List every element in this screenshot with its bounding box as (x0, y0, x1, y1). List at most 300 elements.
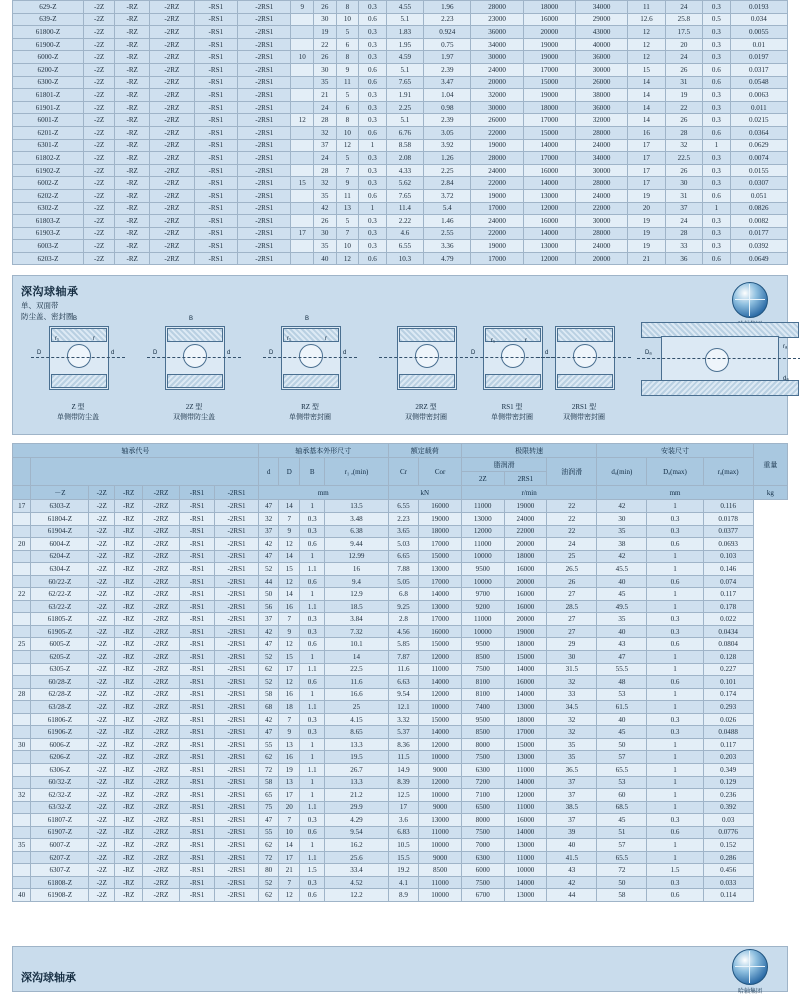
value-cell: 50 (597, 738, 647, 751)
designation-cell: -RZ (115, 500, 143, 513)
value-cell: 12 (628, 38, 665, 51)
designation-cell: 61900-Z (13, 38, 84, 51)
value-cell: 2.22 (386, 215, 423, 228)
value-cell: 7500 (461, 876, 504, 889)
value-cell: 24 (665, 215, 702, 228)
value-cell: 0.3 (703, 101, 731, 114)
value-cell: 44 (258, 575, 279, 588)
th-weight: 重量 (753, 444, 787, 486)
unit-suffix-3: -2RZ (143, 486, 179, 500)
value-cell: 19000 (504, 625, 547, 638)
designation-cell: -2RZ (150, 177, 195, 190)
value-cell: 48 (597, 676, 647, 689)
value-cell: 42 (258, 538, 279, 551)
value-cell: 0.0649 (730, 252, 787, 265)
value-cell: 51 (597, 826, 647, 839)
value-cell: 10000 (461, 625, 504, 638)
table-row (13, 525, 788, 538)
value-cell: 24000 (471, 63, 523, 76)
designation-cell: -RZ (115, 876, 143, 889)
bore-cell (13, 851, 31, 864)
value-cell: 47 (258, 814, 279, 827)
top-table-container (0, 0, 800, 265)
bore-cell (291, 139, 314, 152)
value-cell: 16.2 (325, 839, 388, 852)
value-cell: 14000 (504, 826, 547, 839)
value-cell: 24000 (471, 215, 523, 228)
designation-cell: -2Z (83, 164, 114, 177)
value-cell: 0.3 (359, 227, 387, 240)
value-cell: 0.3 (647, 713, 703, 726)
value-cell: 47 (597, 651, 647, 664)
value-cell: 0.6 (359, 63, 387, 76)
designation-cell: -RZ (115, 851, 143, 864)
designation-cell: -2Z (83, 26, 114, 39)
value-cell: 1 (647, 751, 703, 764)
diagram-z-cap2: 单侧带防尘盖 (57, 413, 99, 422)
value-cell: 0.0082 (730, 215, 787, 228)
value-cell: 25.6 (325, 851, 388, 864)
value-cell: 7.65 (386, 76, 423, 89)
value-cell: 0.3 (647, 625, 703, 638)
designation-cell: -2RS1 (215, 500, 259, 513)
value-cell: 11000 (504, 801, 547, 814)
bore-cell (13, 776, 31, 789)
value-cell: 40 (597, 625, 647, 638)
value-cell: 12.5 (388, 789, 419, 802)
value-cell: 37 (547, 814, 597, 827)
value-cell: 0.3 (359, 152, 387, 165)
table-row (13, 864, 788, 877)
value-cell: 13.5 (325, 500, 388, 513)
main-table-body (13, 500, 788, 902)
designation-cell: -2Z (83, 177, 114, 190)
value-cell: 0.146 (703, 563, 753, 576)
value-cell: 20 (279, 801, 300, 814)
value-cell: 37 (258, 613, 279, 626)
designation-cell: -RZ (115, 588, 143, 601)
designation-cell: -2RS1 (238, 252, 291, 265)
value-cell: 9.54 (388, 688, 419, 701)
table-row (13, 688, 788, 701)
table-row (13, 189, 788, 202)
header-row-units (13, 486, 788, 500)
designation-cell: -RZ (115, 240, 150, 253)
value-cell: 3.6 (388, 814, 419, 827)
th-speeds: 极限转速 (461, 444, 596, 458)
value-cell: 34000 (471, 38, 523, 51)
designation-cell: -2Z (83, 114, 114, 127)
table-row (13, 751, 788, 764)
value-cell: 15000 (504, 738, 547, 751)
value-cell: 17 (388, 801, 419, 814)
value-cell: 8000 (461, 738, 504, 751)
designation-cell: 63/32-Z (31, 801, 89, 814)
table-row (13, 227, 788, 240)
value-cell: 16 (279, 600, 300, 613)
designation-cell: -2RS1 (238, 240, 291, 253)
designation-cell: -2RS1 (215, 513, 259, 526)
value-cell: 15000 (523, 76, 575, 89)
value-cell: 1 (300, 789, 325, 802)
value-cell: 4.56 (388, 625, 419, 638)
designation-cell: -RZ (115, 215, 150, 228)
value-cell: 10000 (461, 575, 504, 588)
value-cell: 0.3 (300, 713, 325, 726)
th-g2RS: 2RS1 (504, 472, 547, 486)
value-cell: 11000 (419, 663, 462, 676)
value-cell: 8100 (461, 676, 504, 689)
value-cell: 23000 (471, 13, 523, 26)
value-cell: 12000 (419, 688, 462, 701)
designation-cell: -RZ (115, 701, 143, 714)
value-cell: 10.5 (388, 839, 419, 852)
value-cell: 0.101 (703, 676, 753, 689)
value-cell: 0.3 (703, 1, 731, 14)
value-cell: 0.3 (703, 177, 731, 190)
designation-cell: -RS1 (194, 101, 237, 114)
designation-cell: 61801-Z (13, 89, 84, 102)
designation-cell: -2RS1 (215, 550, 259, 563)
value-cell: 35 (314, 240, 337, 253)
designation-cell: -RZ (115, 38, 150, 51)
unit-mm-2: mm (597, 486, 753, 500)
value-cell: 0.3 (703, 26, 731, 39)
value-cell: 0.033 (703, 876, 753, 889)
designation-cell: -2Z (83, 63, 114, 76)
designation-cell: 61903-Z (13, 227, 84, 240)
designation-cell: -RS1 (194, 76, 237, 89)
designation-cell: -RS1 (194, 89, 237, 102)
value-cell: 45.5 (597, 563, 647, 576)
value-cell: 33 (547, 688, 597, 701)
value-cell: 26 (547, 575, 597, 588)
designation-cell: -2RZ (150, 240, 195, 253)
designation-cell: 61805-Z (31, 613, 89, 626)
value-cell: 19000 (471, 139, 523, 152)
value-cell: 0.022 (703, 613, 753, 626)
value-cell: 8100 (461, 688, 504, 701)
value-cell: 16000 (504, 563, 547, 576)
designation-cell: -2RZ (150, 76, 195, 89)
designation-cell: -2RZ (150, 252, 195, 265)
header-row-2 (13, 458, 788, 472)
value-cell: 2.23 (388, 513, 419, 526)
value-cell: 2.84 (424, 177, 471, 190)
unit-blank-d (13, 486, 31, 500)
value-cell: 25.8 (665, 13, 702, 26)
designation-cell: -RZ (115, 126, 150, 139)
value-cell: 17 (628, 139, 665, 152)
designation-cell: -2Z (83, 152, 114, 165)
footer-logo (723, 949, 777, 993)
unit-suffix-1: -2Z (89, 486, 115, 500)
designation-cell: -2RS1 (238, 227, 291, 240)
bore-cell: 28 (13, 688, 31, 701)
value-cell: 0.03 (703, 814, 753, 827)
designation-cell: -2Z (89, 613, 115, 626)
diagram-mounting (633, 314, 800, 432)
diagram-z-cap1: Z 型 (71, 403, 85, 412)
designation-cell: 6000-Z (13, 51, 84, 64)
value-cell: 8.39 (388, 776, 419, 789)
bore-cell (13, 713, 31, 726)
designation-cell: -2RS1 (215, 889, 259, 902)
value-cell: 5.62 (386, 177, 423, 190)
value-cell: 0.0364 (730, 126, 787, 139)
value-cell: 13 (336, 202, 359, 215)
designation-cell: -2RZ (143, 513, 179, 526)
value-cell: 0.0193 (730, 1, 787, 14)
unit-rmin: r/min (461, 486, 596, 500)
value-cell: 12000 (461, 525, 504, 538)
value-cell: 11000 (461, 613, 504, 626)
table-row (13, 1, 788, 14)
designation-cell: -2RZ (143, 851, 179, 864)
table-row (13, 550, 788, 563)
value-cell: 16 (279, 751, 300, 764)
value-cell: 42 (547, 876, 597, 889)
value-cell: 15.5 (388, 851, 419, 864)
value-cell: 10 (336, 240, 359, 253)
value-cell: 17 (279, 789, 300, 802)
value-cell: 24000 (504, 513, 547, 526)
value-cell: 22 (665, 101, 702, 114)
value-cell: 5.1 (386, 13, 423, 26)
value-cell: 0.174 (703, 688, 753, 701)
value-cell: 1.26 (424, 152, 471, 165)
value-cell: 22000 (575, 202, 627, 215)
value-cell: 1.1 (300, 663, 325, 676)
value-cell: 17000 (419, 575, 462, 588)
value-cell: 22 (547, 525, 597, 538)
value-cell: 24 (314, 101, 337, 114)
value-cell: 16000 (523, 215, 575, 228)
designation-cell: -RS1 (194, 164, 237, 177)
value-cell: 1.83 (386, 26, 423, 39)
value-cell: 1.96 (424, 1, 471, 14)
value-cell: 0.6 (703, 189, 731, 202)
value-cell: 2.23 (424, 13, 471, 26)
value-cell: 7 (279, 513, 300, 526)
designation-cell: -2RZ (143, 839, 179, 852)
value-cell: 0.6 (359, 76, 387, 89)
designation-cell: -RS1 (179, 676, 215, 689)
value-cell: 0.3 (647, 876, 703, 889)
value-cell: 1 (647, 738, 703, 751)
th-mounting: 安装尺寸 (597, 444, 753, 458)
value-cell: 42 (258, 713, 279, 726)
value-cell: 4.59 (386, 51, 423, 64)
designation-cell: -2RS1 (215, 826, 259, 839)
value-cell: 22.5 (325, 663, 388, 676)
value-cell: 8500 (419, 864, 462, 877)
value-cell: 10000 (419, 889, 462, 902)
designation-cell: -RZ (115, 63, 150, 76)
designation-cell: -RZ (115, 538, 143, 551)
value-cell: 65 (258, 789, 279, 802)
value-cell: 1.5 (647, 864, 703, 877)
value-cell: 1.1 (300, 801, 325, 814)
designation-cell: -2Z (89, 500, 115, 513)
value-cell: 55 (258, 826, 279, 839)
value-cell: 0.3 (359, 26, 387, 39)
table-row (13, 789, 788, 802)
value-cell: 8 (336, 51, 359, 64)
value-cell: 17000 (504, 726, 547, 739)
value-cell: 30 (665, 177, 702, 190)
main-spec-table (12, 443, 788, 902)
value-cell: 12000 (523, 252, 575, 265)
diagram-z (23, 314, 133, 432)
designation-cell: -2RZ (143, 688, 179, 701)
value-cell: 28 (314, 164, 337, 177)
designation-cell: -2RS1 (215, 588, 259, 601)
diagram-2rz-cap2: 双侧带密封圈 (405, 413, 447, 422)
designation-cell: -RZ (115, 651, 143, 664)
designation-cell: -2Z (83, 240, 114, 253)
designation-cell: -RS1 (179, 876, 215, 889)
value-cell: 68 (258, 701, 279, 714)
value-cell: 5.1 (386, 114, 423, 127)
th-designation: 轴承代号 (13, 444, 259, 458)
designation-cell: -2Z (89, 751, 115, 764)
designation-cell: -RS1 (179, 663, 215, 676)
value-cell: 52 (258, 563, 279, 576)
value-cell: 14 (279, 588, 300, 601)
table-row (13, 638, 788, 651)
value-cell: 9 (336, 63, 359, 76)
diagram-2z (139, 314, 249, 432)
value-cell: 0.3 (703, 227, 731, 240)
value-cell: 11000 (461, 538, 504, 551)
designation-cell: -2Z (89, 563, 115, 576)
value-cell: 30 (597, 513, 647, 526)
value-cell: 0.6 (647, 826, 703, 839)
bore-cell: 12 (291, 114, 314, 127)
designation-cell: 62/32-Z (31, 789, 89, 802)
value-cell: 0.3 (703, 51, 731, 64)
value-cell: 0.924 (424, 26, 471, 39)
value-cell: 0.128 (703, 651, 753, 664)
table-row (13, 240, 788, 253)
bore-cell (13, 864, 31, 877)
value-cell: 26 (665, 114, 702, 127)
value-cell: 0.0317 (730, 63, 787, 76)
bore-cell (13, 575, 31, 588)
value-cell: 1 (300, 839, 325, 852)
bore-cell: 9 (291, 1, 314, 14)
th-Cr: Cr (388, 458, 419, 486)
unit-kN: kN (388, 486, 461, 500)
value-cell: 6.8 (388, 588, 419, 601)
value-cell: 3.84 (325, 613, 388, 626)
value-cell: 0.0548 (730, 76, 787, 89)
designation-cell: -RZ (115, 726, 143, 739)
designation-cell: 6006-Z (31, 738, 89, 751)
value-cell: 1 (647, 588, 703, 601)
table-row (13, 763, 788, 776)
value-cell: 7.65 (386, 189, 423, 202)
value-cell: 14 (628, 101, 665, 114)
value-cell: 55.5 (597, 663, 647, 676)
value-cell: 26 (314, 51, 337, 64)
value-cell: 14000 (419, 726, 462, 739)
value-cell: 1.1 (300, 600, 325, 613)
value-cell: 20000 (471, 76, 523, 89)
designation-cell: -RZ (115, 152, 150, 165)
designation-cell: -2Z (83, 227, 114, 240)
value-cell: 18000 (419, 525, 462, 538)
designation-cell: -RS1 (179, 613, 215, 626)
value-cell: 6000 (461, 864, 504, 877)
table-row (13, 89, 788, 102)
designation-cell: 6200-Z (13, 63, 84, 76)
designation-cell: -2RZ (143, 814, 179, 827)
value-cell: 9 (279, 726, 300, 739)
unit-mm: mm (258, 486, 388, 500)
designation-cell: -2RZ (143, 613, 179, 626)
designation-cell: 62/28-Z (31, 688, 89, 701)
designation-cell: -2Z (83, 89, 114, 102)
value-cell: 1 (300, 550, 325, 563)
bore-cell (291, 89, 314, 102)
value-cell: 42 (314, 202, 337, 215)
value-cell: 31.5 (547, 663, 597, 676)
value-cell: 14 (279, 500, 300, 513)
value-cell: 3.05 (424, 126, 471, 139)
footer-logo-label: 哈轴集团 (737, 989, 762, 995)
value-cell: 5 (336, 89, 359, 102)
designation-cell: 61901-Z (13, 101, 84, 114)
designation-cell: -2RZ (150, 1, 195, 14)
value-cell: 13000 (419, 814, 462, 827)
designation-cell: 6304-Z (31, 563, 89, 576)
value-cell: 15000 (419, 638, 462, 651)
designation-cell: 6300-Z (13, 76, 84, 89)
value-cell: 43 (597, 638, 647, 651)
value-cell: 12.6 (628, 13, 665, 26)
value-cell: 13000 (461, 513, 504, 526)
value-cell: 13000 (419, 600, 462, 613)
value-cell: 18000 (504, 638, 547, 651)
value-cell: 19000 (523, 89, 575, 102)
value-cell: 14000 (523, 177, 575, 190)
designation-cell: -2RS1 (238, 51, 291, 64)
value-cell: 6.65 (388, 550, 419, 563)
designation-cell: -2RS1 (238, 1, 291, 14)
value-cell: 4.29 (325, 814, 388, 827)
designation-cell: 61906-Z (31, 726, 89, 739)
value-cell: 0.6 (647, 676, 703, 689)
designation-cell: -2Z (83, 76, 114, 89)
value-cell: 14000 (504, 663, 547, 676)
value-cell: 0.3 (359, 215, 387, 228)
value-cell: 10000 (419, 751, 462, 764)
designation-cell: -2RZ (143, 713, 179, 726)
value-cell: 0.6 (359, 126, 387, 139)
designation-cell: -2Z (89, 676, 115, 689)
value-cell: 39 (547, 826, 597, 839)
value-cell: 15000 (419, 713, 462, 726)
designation-cell: 63/22-Z (31, 600, 89, 613)
bore-cell (13, 613, 31, 626)
value-cell: 4.6 (386, 227, 423, 240)
value-cell: 10 (279, 826, 300, 839)
value-cell: 0.3 (300, 814, 325, 827)
diagram-rs1-art: D d r₁ r (457, 314, 567, 402)
designation-cell: -RZ (115, 525, 143, 538)
